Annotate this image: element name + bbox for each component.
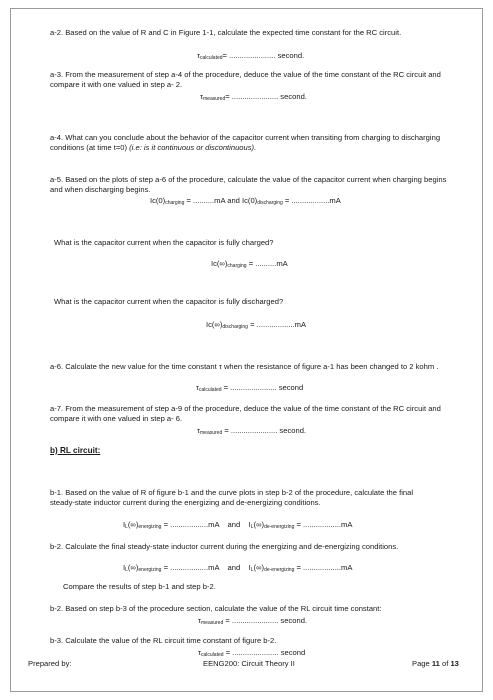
footer-page-number: Page 11 of 13 [412, 659, 459, 668]
equation-a3: $\tau_{measured}=$ ...................... second. [200, 92, 307, 102]
question-a4: a-4. What can you conclude about the behavior of the capacitor current when transiting from charging to discharging conditions (at time t=0) (i.e: is it continuous or discontinuous). [50, 133, 441, 152]
equation-b2-time-constant: $\tau_{measured}$ = ...................... second. [198, 616, 308, 626]
question-a3: a-3. From the measurement of step a-4 of the procedure, deduce the value of the time constant of the RC circuit and compare it with one valued in step a- 2. [50, 70, 441, 89]
question-a6: a-6. Calculate the new value for the time constant τ when the resistance of figure a-1 has been changed to 2 kohm . [50, 362, 439, 371]
equation-a2: $\tau_{calculated}=$ ...................... second. [197, 51, 305, 61]
compare-note: Compare the results of step b-1 and step b-2. [63, 582, 216, 591]
question-b3: b-3. Calculate the value of the RL circuit time constant of figure b-2. [50, 636, 277, 645]
footer-prepared-by: Prepared by: [28, 659, 72, 668]
equation-a7: $\tau_{measured}$ = ...................... second. [197, 426, 307, 436]
footer-course: EENG200: Circuit Theory II [203, 659, 295, 668]
question-fully-charged: What is the capacitor current when the capacitor is fully charged? [54, 238, 274, 247]
question-a2: a-2. Based on the value of R and C in Figure 1-1, calculate the expected time constant for the RC circuit. [50, 28, 402, 37]
section-heading-rl: b) RL circuit: [50, 446, 101, 455]
question-b2: b-2. Calculate the final steady-state inductor current during the energizing and de-energizing conditions. [50, 542, 399, 551]
question-b2-time-constant: b-2. Based on step b-3 of the procedure section, calculate the value of the RL circuit time constant: [50, 604, 382, 613]
equation-b2: $I_L(\infty)_{energizing} = ..................mA$ and $I_L(\infty)_{de-energizing} = ..................mA$ [123, 563, 353, 573]
equation-b3: $\tau_{calculated}$ = ...................... second [198, 648, 306, 658]
question-b1: b-1. Based on the value of R of figure b-1 and the curve plots in step b-2 of the procedure, calculate the final steady-state inductor current during the energizing and de-energizing conditions. [50, 488, 414, 507]
question-a7: a-7. From the measurement of step a-9 of the procedure, deduce the value of the time constant of the RC circuit and compare it with one valued in step a- 6. [50, 404, 441, 423]
equation-a5: $Ic(0)_{charging} = ..........mA$ and $Ic(0)_{discharging} = ..................mA$ [150, 196, 341, 206]
equation-fully-charged: $Ic(\infty)_{charging} = ..........mA$ [211, 259, 288, 269]
equation-fully-discharged: $Ic(\infty)_{discharging} = ..................mA$ [206, 320, 307, 330]
equation-a6: $\tau_{calculated}$ = ...................... second [196, 383, 304, 393]
equation-b1: $I_L(\infty)_{energizing} = ..................mA$ and $I_L(\infty)_{de-energizing} = ..................mA$ [123, 520, 353, 530]
question-fully-discharged: What is the capacitor current when the capacitor is fully discharged? [54, 297, 284, 306]
question-a5: a-5. Based on the plots of step a-6 of the procedure, calculate the value of the capacitor current when charging begins and when discharging begins. [50, 175, 447, 194]
